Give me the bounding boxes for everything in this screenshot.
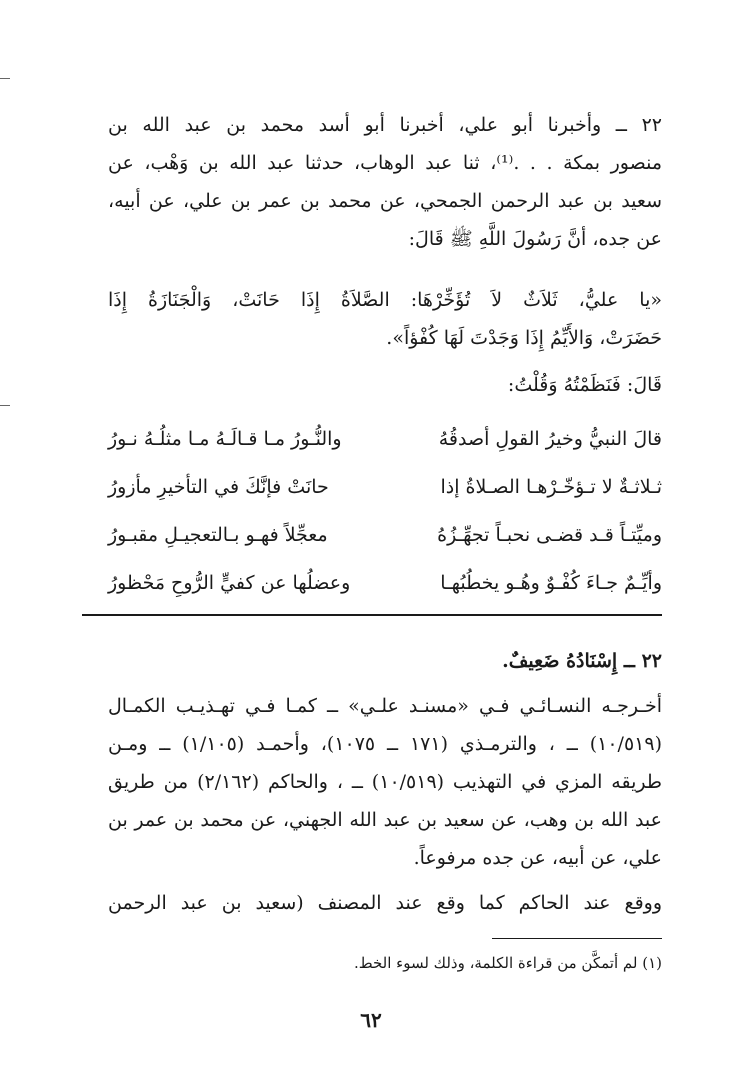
hadith-line: قَالَ: فَنَظَمْتُهُ وَقُلْتُ: (507, 374, 662, 396)
hadith-line: حَضَرَتْ، وَالأَيِّمُ إِذَا وَجَدْتَ لَهَا كُفْؤاً». (386, 327, 662, 349)
margin-mark (0, 78, 10, 79)
takhrij-line: علي، عن أبيه، عن جده مرفوعاً. (413, 847, 662, 869)
poem-verse (108, 558, 662, 608)
hadith-line: ٢٢ ــ وأخبرنا أبو علي، أخبرنا أبو أسد محمد بن عبد الله بن (108, 114, 662, 136)
hadith-line: منصور بمكة . . .⁽¹⁾، ثنا عبد الوهاب، حدثنا عبد الله بن وَهْب، عن (108, 152, 662, 174)
takhrij-heading: ٢٢ ــ إِسْنَادُهُ ضَعِيفٌ. (502, 650, 662, 672)
takhrij-line: طريقه المزي في التهذيب (١٠/٥١٩) ــ ، والحاكم (٢/١٦٢) من طريق (108, 771, 662, 793)
section-divider (82, 614, 662, 616)
margin-mark (0, 405, 10, 406)
hadith-line: «يا عليُّ، ثَلاَثٌ لاَ تُؤَخِّرْهَا: الصَّلاَةُ إِذَا حَانَتْ، وَالْجَنَازَةُ إِذَا (108, 289, 662, 311)
takhrij-continuation (108, 884, 662, 922)
takhrij-line: عبد الله بن وهب، عن سعيد بن عبد الله الجهني، عن محمد بن عمر بن (108, 809, 662, 831)
poem-intro (108, 366, 662, 404)
poem-verse (108, 510, 662, 560)
hadith-text (108, 106, 662, 258)
takhrij-heading-block (108, 642, 662, 680)
poem-verse (108, 462, 662, 512)
verse-first-hemistich: وأيِّـمٌ جـاءَ كُفْـوٌ وهُـو يخطُبُهـا (440, 572, 662, 594)
hadith-line: عن جده، أنَّ رَسُولَ اللَّهِ ﷺ قَالَ: (408, 228, 662, 250)
poem-verse (108, 414, 662, 464)
takhrij-line: ووقع عند الحاكم كما وقع عند المصنف (سعيد بن عبد الرحمن (108, 892, 662, 914)
prophetic-saying (108, 281, 662, 357)
verse-first-hemistich: وميِّتـاً قـد قضـى نحبـاً تجهِّـزُهُ (437, 524, 662, 546)
takhrij-line: (١٠/٥١٩) ــ ، والترمـذي (١٧١ ــ ١٠٧٥)، وأحمـد (١/١٠٥) ــ ومـن (108, 733, 662, 755)
takhrij-text (108, 687, 662, 877)
footnote-divider (492, 938, 662, 939)
verse-second-hemistich: والنُّـورُ مـا قـالَـهُ مـا مثلُـهُ نـورُ (108, 428, 342, 450)
hadith-line: سعيد بن عبد الرحمن الجمحي، عن محمد بن عمر بن علي، عن أبيه، (108, 190, 662, 212)
page-number: ٦٢ (360, 1008, 382, 1032)
verse-second-hemistich: حانَتْ فإنَّكَ في التأخيرِ مأزورُ (108, 476, 329, 498)
verse-second-hemistich: معجِّلاً فهـو بـالتعجيـلِ مقبـورُ (108, 524, 328, 546)
verse-first-hemistich: ثـلاثـةٌ لا تـؤخّـرْهـا الصـلاةُ إذا (440, 476, 662, 498)
takhrij-line: أخـرجـه النسـائـي فـي «مسنـد علـي» ــ كمـا فـي تهـذيـب الكمـال (108, 695, 662, 717)
verse-first-hemistich: قالَ النبيُّ وخيرُ القولِ أصدقُهُ (438, 428, 662, 450)
verse-second-hemistich: وعضلُها عن كفيٍّ الرُّوحِ مَحْظورُ (108, 572, 351, 594)
footnote: (١) لم أتمكَّن من قراءة الكلمة، وذلك لسوء الخط. (353, 954, 662, 972)
